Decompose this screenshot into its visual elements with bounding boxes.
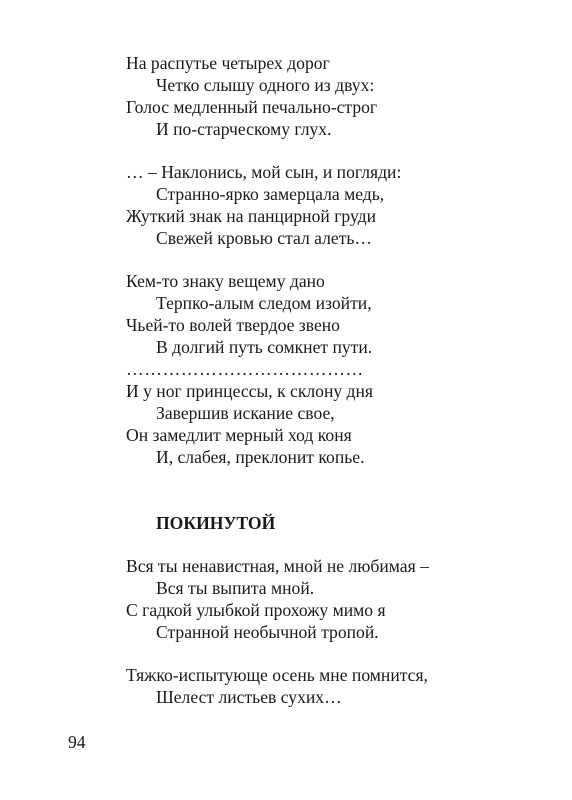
verse-line: Кем-то знаку вещему дано	[126, 271, 325, 291]
stanza-1	[126, 52, 526, 140]
verse-line: Чьей-то волей твердое звено	[126, 315, 340, 335]
stanza-4	[126, 380, 526, 468]
verse-line: Голос медленный печально-строг	[126, 97, 378, 117]
verse-line: И по-старческому глух.	[156, 119, 332, 139]
verse-line: Вся ты ненавистная, мной не любимая –	[126, 556, 429, 576]
poem-2	[126, 555, 546, 708]
verse-line: Свежей кровью стал алеть…	[156, 228, 373, 248]
verse-line: В долгий путь сомкнет пути.	[156, 337, 373, 357]
stanza-2	[126, 664, 546, 708]
verse-line: Завершив искание свое,	[156, 403, 335, 423]
verse-line: С гадкой улыбкой прохожу мимо я	[126, 600, 386, 620]
page-number: 94	[68, 732, 86, 752]
verse-line: Шелест листьев сухих…	[156, 687, 342, 707]
stanza-gap	[126, 140, 526, 161]
stanza-2	[126, 161, 526, 249]
stanza-3	[126, 270, 526, 358]
verse-line: Странно-ярко замерцала медь,	[156, 184, 385, 204]
verse-line: На распутье четырех дорог	[126, 53, 330, 73]
verse-line: И, слабея, преклонит копье.	[156, 447, 365, 467]
poem-title: ПОКИНУТОЙ	[156, 513, 276, 533]
verse-line: Терпко-алым следом изойти,	[156, 293, 372, 313]
stanza-gap	[126, 249, 526, 270]
verse-line: Жуткий знак на панцирной груди	[126, 206, 377, 226]
ellipsis-separator: …………………………………	[126, 359, 364, 379]
stanza-1	[126, 555, 546, 643]
verse-line: Вся ты выпита мной.	[156, 578, 315, 598]
poem-1	[126, 52, 526, 468]
verse-line: Странной необычной тропой.	[156, 622, 379, 642]
stanza-gap	[126, 643, 546, 664]
verse-line: Четко слышу одного из двух:	[156, 75, 375, 95]
verse-line: И у ног принцессы, к склону дня	[126, 381, 374, 401]
verse-line: Он замедлит мерный ход коня	[126, 425, 352, 445]
verse-line: Тяжко-испытующе осень мне помнится,	[126, 665, 428, 685]
verse-line: … – Наклонись, мой сын, и погляди:	[126, 162, 402, 182]
